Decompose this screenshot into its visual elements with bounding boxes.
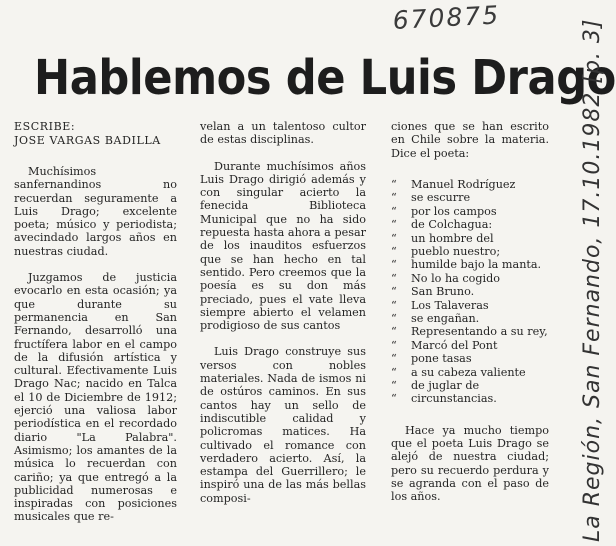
handwritten-source-note: La Región, San Fernando, 17.10.1982 [p. 3] [580, 18, 605, 542]
poem-line [391, 379, 549, 392]
poem-line [391, 258, 549, 271]
byline-author: JOSE VARGAS BADILLA [14, 134, 161, 147]
poem-line-text: Manuel Rodríguez [411, 177, 516, 191]
poem-line-text: un hombre del [411, 231, 494, 245]
paragraph: Durante muchísimos años Luis Drago dirigió además y con singular acierto la fenecida Biblioteca Municipal que no ha sido repuesta hasta ahora a pesar de los inauditos esfuerzos que se han hecho en tal sentido. Pero creemos que la poesía es su don más preciado, pues el vate lleva siempre abierto el velamen prodigioso de sus cantos [200, 159, 366, 333]
column-1 [14, 120, 177, 537]
column-3 [391, 120, 549, 517]
paragraph: Juzgamos de justicia evocarlo en esta ocasión; ya que durante su permanencia en San Fernando, desarrolló una fructífera labor en el campo de la difusión artística y cultural. Efectivamente Luis Drago Nac; nacido en Talca el 10 de Diciembre de 1912; ejerció una valiosa labor periodística en el recordado diario "La Palabra". Asimismo; los amantes de la música lo recuerdan con cariño; ya que entregó a la publicidad numerosas e inspiradas con posiciones musicales que re- [14, 271, 177, 524]
poem-line-text: se engañan. [411, 311, 480, 325]
poem-line-text: No lo ha cogido [411, 271, 501, 285]
byline-label: ESCRIBE: [14, 120, 76, 133]
quote-mark: “ [391, 298, 397, 312]
quote-mark: “ [391, 191, 397, 205]
quote-mark: “ [391, 177, 397, 191]
poem-line [391, 366, 549, 379]
poem-line [391, 325, 549, 338]
poem-line [391, 339, 549, 352]
quote-mark: “ [391, 338, 397, 352]
poem-line-text: pone tasas [411, 352, 472, 366]
paragraph: ciones que se han escrito en Chile sobre la materia. Dice el poeta: [391, 120, 549, 160]
archive-number: 670875 [392, 0, 501, 35]
column-2 [200, 120, 366, 518]
quote-mark: “ [391, 378, 397, 392]
poem-line-text: Marcó del Pont [411, 338, 498, 352]
poem-line [391, 392, 549, 405]
poem-line [391, 352, 549, 365]
poem-line-text: se escurre [411, 191, 471, 205]
paragraph: Hace ya mucho tiempo que el poeta Luis Drago se alejó de nuestra ciudad; pero su recuerdo perdura y se agranda con el paso de los años. [391, 423, 549, 504]
poem-line [391, 299, 549, 312]
paragraph: velan a un talentoso cultor de estas disciplinas. [200, 120, 366, 147]
poem-line [391, 205, 549, 218]
poem-line [391, 191, 549, 204]
quote-mark: “ [391, 244, 397, 258]
poem-line-text: pueblo nuestro; [411, 244, 501, 258]
poem-line [391, 312, 549, 325]
poem-line-text: de juglar de [411, 378, 480, 392]
poem-line [391, 218, 549, 231]
poem-line-text: circunstancias. [411, 392, 497, 406]
quote-mark: “ [391, 258, 397, 272]
quote-mark: “ [391, 231, 397, 245]
poem [391, 178, 549, 406]
poem-line-text: humilde bajo la manta. [411, 258, 542, 272]
poem-line-text: de Colchagua: [411, 218, 493, 232]
poem-line-text: por los campos [411, 204, 497, 218]
headline: Hablemos de Luis Drago [34, 50, 616, 106]
poem-line-text: a su cabeza valiente [411, 365, 526, 379]
poem-line-text: Los Talaveras [411, 298, 489, 312]
quote-mark: “ [391, 204, 397, 218]
poem-line [391, 178, 549, 191]
paragraph: Luis Drago construye sus versos con nobles materiales. Nada de ismos ni de ostúros caminos. En sus cantos hay un sello de indiscutible calidad y policromas matices. Ha cultivado el romance con verdadero acierto. Así, la estampa del Guerrillero; le inspiró una de las más bellas composi- [200, 345, 366, 505]
quote-mark: “ [391, 311, 397, 325]
poem-line-text: San Bruno. [411, 285, 475, 299]
paragraph: Muchísimos sanfernandinos no recuerdan seguramente a Luis Drago; excelente poeta; músico y periodista; avecindado largos años en nuestras ciudad. [14, 165, 177, 258]
poem-line [391, 245, 549, 258]
quote-mark: “ [391, 392, 397, 406]
byline [14, 120, 177, 148]
quote-mark: “ [391, 365, 397, 379]
poem-line [391, 232, 549, 245]
poem-line-text: Representando a su rey, [411, 325, 548, 339]
poem-line [391, 272, 549, 285]
quote-mark: “ [391, 218, 397, 232]
poem-line [391, 285, 549, 298]
quote-mark: “ [391, 285, 397, 299]
quote-mark: “ [391, 325, 397, 339]
quote-mark: “ [391, 352, 397, 366]
quote-mark: “ [391, 271, 397, 285]
